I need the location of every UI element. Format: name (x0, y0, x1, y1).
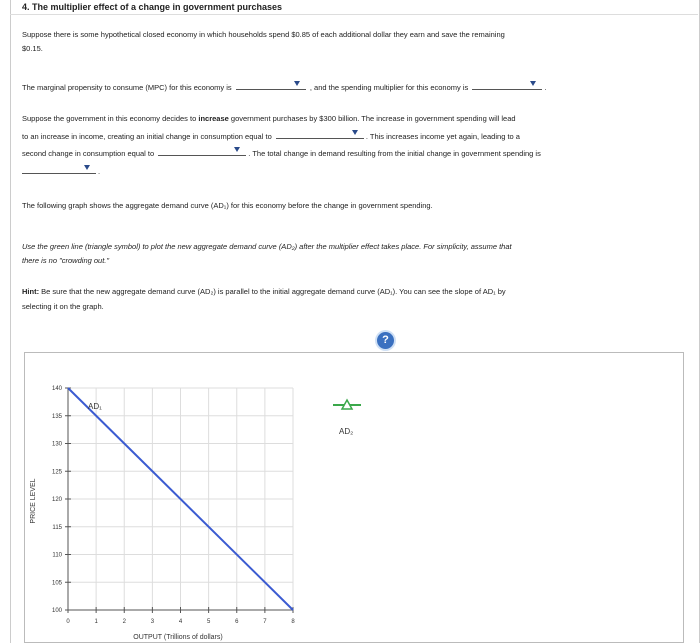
y-tick-label: 120 (51, 497, 62, 503)
mpc-sentence: The marginal propensity to consume (MPC) for this economy is , and the spending multiplier for this economy is . (22, 80, 546, 94)
x-tick-label: 1 (94, 619, 98, 625)
question-title: 4. The multiplier effect of a change in government purchases (22, 2, 283, 12)
y-tick-label: 130 (51, 441, 62, 448)
x-axis-label: OUTPUT (Trillions of dollars) (133, 634, 223, 641)
ad2-tool-label: AD₂ (339, 427, 354, 436)
gov-line-3: second change in consumption equal to . The total change in demand resulting from the initial change in government spending is (22, 146, 541, 160)
help-icon[interactable]: ? (377, 332, 394, 349)
gov-line-1: Suppose the government in this economy decides to increase government purchases by $300 billion. The increase in government spending will lead (22, 114, 516, 123)
x-tick-label: 2 (122, 619, 126, 625)
x-tick-label: 4 (178, 619, 183, 625)
instruction-line-1: Use the green line (triangle symbol) to plot the new aggregate demand curve (AD₂) after the multiplier effect takes place. For simplicity, assume that (22, 242, 512, 251)
instruction-line-2: there is no "crowding out." (22, 256, 110, 265)
ad1-label: AD₁ (88, 402, 102, 411)
y-tick-label: 110 (52, 552, 62, 559)
gov-line-2: to an increase in income, creating an initial change in consumption equal to . This increases income yet again, leading to a (22, 129, 520, 143)
y-axis-label: PRICE LEVEL (30, 478, 37, 524)
y-tick-label: 115 (52, 524, 62, 531)
x-tick-label: 6 (235, 619, 239, 625)
multiplier-text: , and the spending multiplier for this economy is (309, 83, 469, 92)
y-tick-label: 135 (51, 413, 62, 420)
hint-line-2: selecting it on the graph. (22, 302, 104, 311)
graph-intro: The following graph shows the aggregate demand curve (AD₁) for this economy before the change in government spending. (22, 201, 433, 210)
y-tick-label: 100 (51, 608, 62, 614)
x-tick-label: 3 (150, 619, 155, 625)
x-tick-label: 0 (66, 619, 70, 625)
y-tick-label: 125 (51, 469, 62, 476)
ad2-tool[interactable] (333, 400, 361, 436)
mpc-text: The marginal propensity to consume (MPC) for this economy is (22, 83, 232, 92)
intro-line-1: Suppose there is some hypothetical closed economy in which households spend $0.85 of each additional dollar they earn and save the remaining (22, 30, 505, 39)
y-tick-label: 140 (51, 386, 62, 392)
y-tick-label: 105 (51, 580, 62, 587)
x-tick-label: 8 (291, 619, 295, 625)
intro-line-2: $0.15. (22, 44, 43, 53)
hint-line-1: Hint: Be sure that the new aggregate demand curve (AD₂) is parallel to the initial aggregate demand curve (AD₁). You can see the slope of AD₁ by (22, 287, 506, 296)
gov-line-4: . (22, 164, 100, 178)
x-tick-label: 5 (206, 619, 211, 625)
x-tick-label: 7 (263, 619, 267, 625)
